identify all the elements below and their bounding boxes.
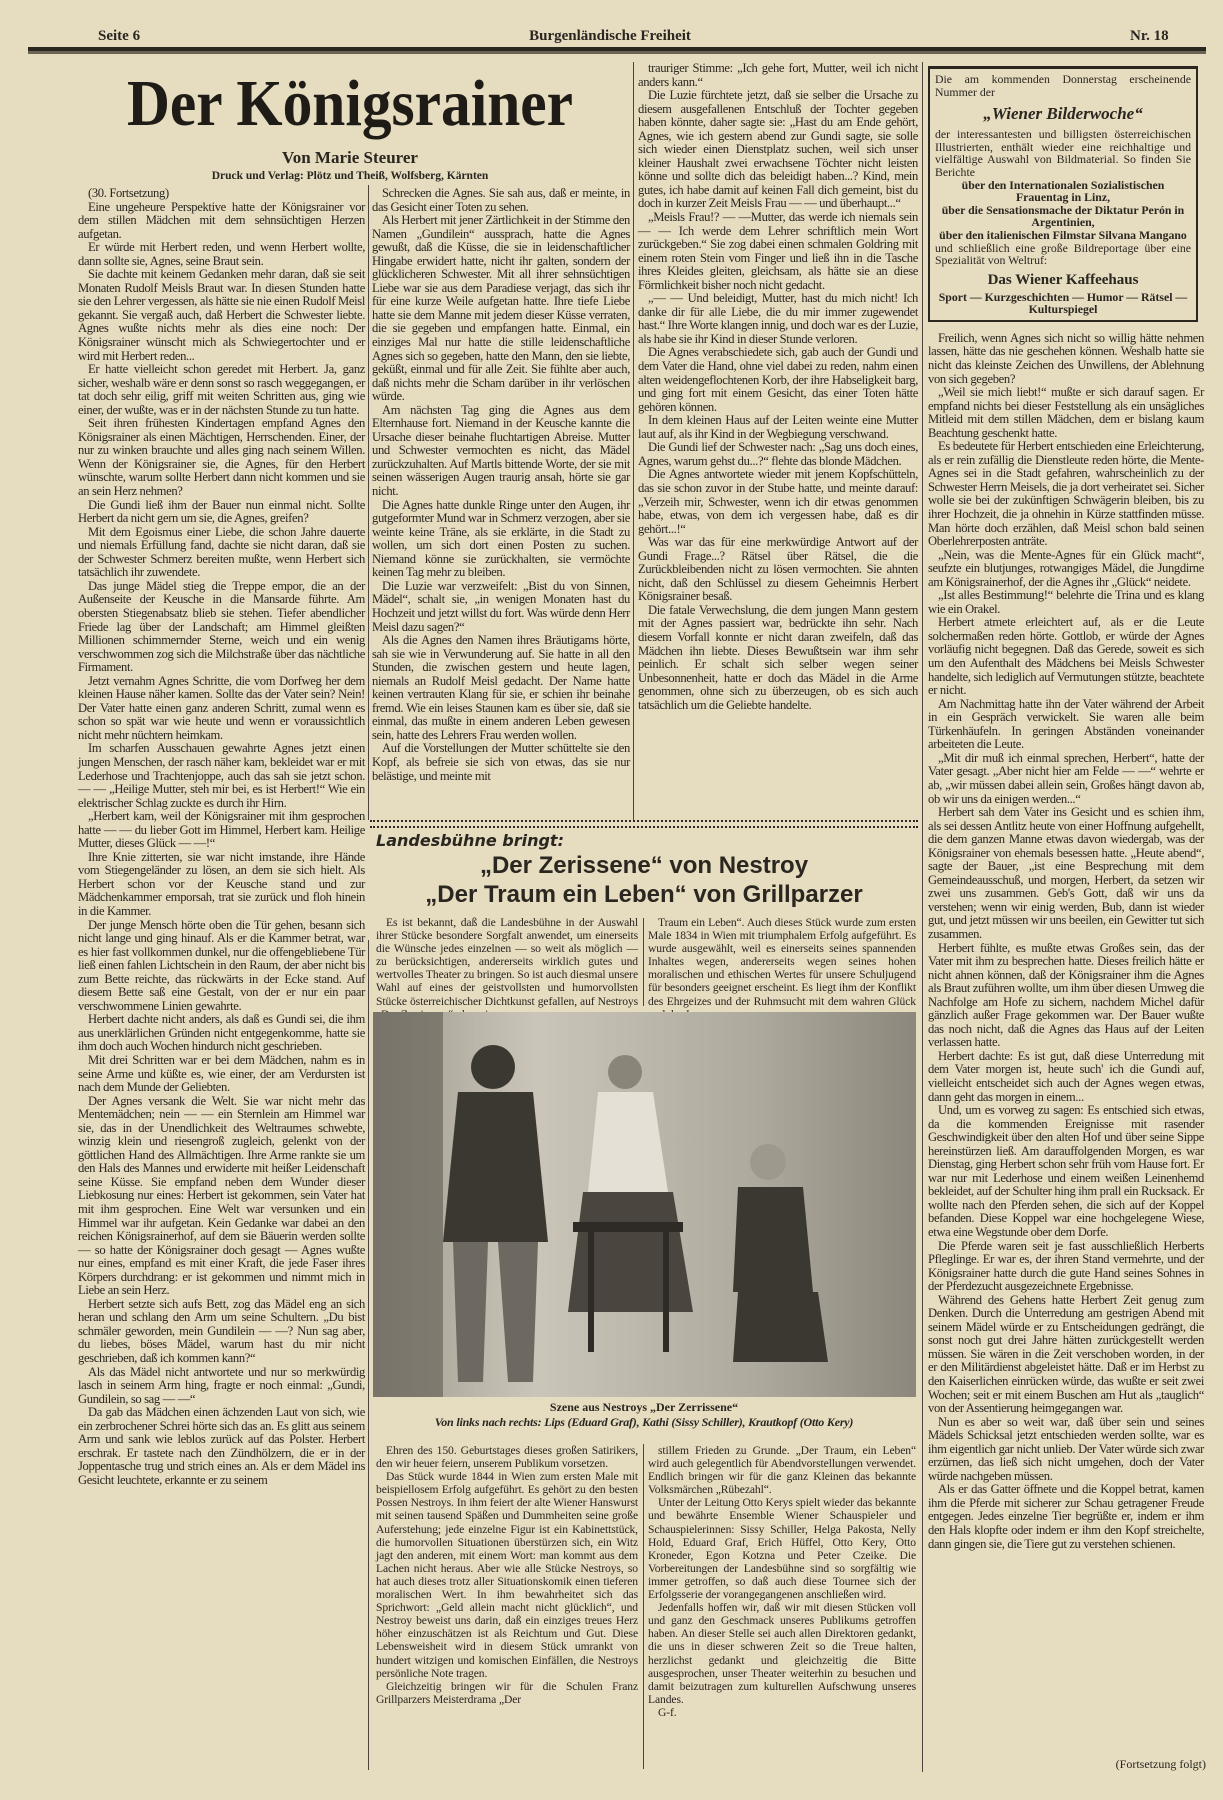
paragraph: Die Agnes hatte dunkle Ringe unter den Augen, ihr gutgeformter Mund war in Schmerz verzogen, aber sie weinte keine Träne, als sie erklärte, in die Stadt zu wollen, um sich dort einen Posten zu suchen. Niemand könne sie zurückhalten, sie vermöchte keinen Tag mehr zu bleiben. — [372, 497, 630, 580]
paragraph: „Meisls Frau!? — —Mutter, das werde ich niemals sein — — Ich werde dem Lehrer schriftlich mein Wort zurückgeben.“ Sie zog dabei einen schmalen Goldring mit einem roten Stein vom Finger und ließ ihn in die Tasche ihres Kleides gleiten, gleichsam, als hätte sie an diese Förmlichkeit bisher noch nicht gedacht. — [638, 210, 918, 292]
column-divider — [368, 940, 369, 1770]
paragraph: Das Stück wurde 1844 in Wien zum ersten Male mit beispiellosem Erfolg aufgeführt. Es gehört zu den besten Possen Nestroys. In ihm feiert der alte Wiener Hanswurst mit seinen tausend Späßen und Dummheiten seine große Auferstehung; jede einzelne Figur ist ein Kabinettstück, die humorvollen Situationen überstürzen sich, ein Witz jagt den anderen, mit einem Wort: man kommt aus dem Lachen nicht heraus. Aber wie alle Stücke Nestroys, so hat auch dieses trotz aller Situationskomik einen tieferen moralischen Wert. In ihm bewahrheitet sich das Sprichwort: „Geld allein macht nicht glücklich“, und Nestroy beweist uns darin, daß ein einziges treues Herz höher einzuschätzen ist als Reichtum und Gut. Diese Lebensweisheit wird in diesem Stück umrankt von hundert witzigen und komischen Einfällen, die Nestroys persönliche Note tragen. — [376, 1470, 638, 1680]
paragraph: Nun es aber so weit war, daß über sein und seines Mädels Schicksal jetzt entschieden werden sollte, war es ihm eigentlich gar nicht unlieb. Der Vater würde sich zwar erzürnen, das ließ sich nicht umgehen, doch der Vater würde nachgeben müssen. — [928, 1414, 1204, 1483]
paragraph: „Herbert kam, weil der Königsrainer mit ihm gesprochen hatte — — du lieber Gott im Himmel, Herbert kam. Heilige Mutter, dieses Glück — —!“ — [78, 809, 365, 851]
novel-column-2 — [372, 187, 630, 817]
paragraph: Herbert atmete erleichtert auf, als er die Leute solchermaßen reden hörte. Gottlob, er würde der Agnes vorläufig nicht begegnen. Daß das Gerede, soweit es sich um den Aufenthalt des Mädchens bei Meisls Schwester handelte, sich lediglich auf Vermutungen stützte, beachtete er nicht. — [928, 615, 1204, 698]
paragraph: In dem kleinen Haus auf der Leiten weinte eine Mutter laut auf, als ihr Kind in der Wegbiegung verschwand. — [638, 413, 918, 441]
photo-caption-title: Szene aus Nestroys „Der Zerrissene“ — [549, 1400, 739, 1414]
paragraph: Freilich, wenn Agnes sich nicht so willig hätte nehmen lassen, hätte das nie geschehen können. Weshalb hatte sie nicht das kleinste Zeichen des Unwillens, der Ablehnung von sich gegeben? — [928, 330, 1204, 386]
paragraph: Die fatale Verwechslung, die dem jungen Mann gestern mit der Agnes passiert war, bedrückte ihn sehr. Nach diesem Vorfall konnte er nicht daran zweifeln, daß das Mädchen ihn liebte. Dieses Bewußtsein war ihm sehr peinlich. Er schalt sich selber wegen seiner Unbesonnenheit, hatte er doch das Mädel in die Arme genommen, ohne sich zu überzeugen, ob es sich auch tatsächlich um die Geliebte handelte. — [638, 602, 918, 712]
column-divider — [368, 185, 369, 820]
paragraph: Herbert dachte nicht anders, als daß es Gundi sei, die ihm aus unerklärlichen Gründen nicht entgegenkomme, hatte sie ihm doch auch Wochen hindurch nicht geschrieben. — [78, 1012, 365, 1054]
headline-nestroy: „Der Zerissene“ von Nestroy — [479, 852, 809, 879]
novel-column-4 — [928, 332, 1204, 1752]
ad-body: der interessantesten und billigsten österreichischen Illustrierten, enthält wieder eine reichhaltige und vielfältige Auswahl von Bildmaterial. So finden Sie Berichte — [935, 127, 1191, 179]
ad-item: über den italienischen Filmstar Silvana Mangano — [939, 227, 1187, 242]
paragraph: Schrecken die Agnes. Sie sah aus, daß er meinte, in das Gesicht einer Toten zu sehen. — [372, 186, 630, 214]
paragraph: Die Pferde waren seit je fast ausschließlich Herberts Pfleglinge. Er war es, der ihren Stand vermehrte, und der Königsrainer hatte durch die gute Hand seines Sohnes in der Pferdezucht ausgezeichnete Ergebnisse. — [928, 1238, 1204, 1294]
paragraph: Herbert dachte: Es ist gut, daß diese Unterredung mit dem Vater morgen ist, heute such' ich die Gundi auf, vielleicht entscheidet sich auch der Agnes wegen etwas, dann geht das morgen in einem... — [928, 1048, 1204, 1104]
paragraph: trauriger Stimme: „Ich gehe fort, Mutter, weil ich nicht anders kann.“ — [638, 61, 918, 89]
advertisement-box — [928, 66, 1198, 322]
photo-illustration — [373, 1012, 916, 1397]
paragraph: Am nächsten Tag ging die Agnes aus dem Elternhause fort. Niemand in der Keusche kannte die Ursache dieser beinahe fluchtartigen Abreise. Mutter und Schwester vermochten es nicht, das Mädel zurückzuhalten. Auf Martls bittende Worte, der sie mit seinen wässerigen Augen traurig ansah, hörte sie gar nicht. — [372, 402, 630, 499]
paragraph: Die Agnes antwortete wieder mit jenem Kopfschütteln, das sie schon zuvor in der Stube hatte, und meinte darauf: „Verzeih mir, Schwester, wenn ich dir etwas genommen habe, etwas, von dem ich vergessen habe, daß es dir gehört...!“ — [638, 467, 918, 536]
paragraph: „Ist alles Bestimmung!“ belehrte die Trina und es klang wie ein Orakel. — [928, 588, 1204, 616]
paragraph: „Weil sie mich liebt!“ mußte er sich darauf sagen. Er empfand nichts bei dieser Feststellung als ein unsägliches Mitleid mit dem stillen Mädchen, dem er bislang kaum Beachtung geschenkt hatte. — [928, 385, 1204, 440]
paragraph: Während des Gehens hatte Herbert Zeit genug zum Denken. Durch die Unterredung am gestrigen Abend mit seinem Mädel würde er zu Entscheidungen gedrängt, die sonst noch gut drei Jahre hätten zurückgestellt werden müssen. Sie wären in die Zeit verschoben worden, in der er den Militärdienst abgeleistet hätte. Daß er im Herbst zu den Kaiserlichen einrücken würde, das wußte er seit zwei Wochen; seit er mit einem Buschen am Hut als „tauglich“ von der Assentierung heimgegangen war. — [928, 1292, 1204, 1416]
ad-outro: und schließlich eine große Bildreportage über eine Spezialität von Weltruf: — [935, 240, 1191, 268]
paragraph: Gleichzeitig bringen wir für die Schulen Franz Grillparzers Meisterdrama „Der — [376, 1679, 638, 1706]
paragraph: Ihre Knie zitterten, sie war nicht imstande, ihre Hände vom Stiegengeländer zu lösen, an dem sie sich hielt. Als Herbert schon vor der Keusche stand und zur Mädchenkammer emporsah, trat sie zurück und floh hinein in die Kammer. — [78, 849, 365, 918]
article-divider — [370, 820, 918, 828]
header-rule — [28, 47, 1206, 51]
photo-caption: Von links nach rechts: Lips (Eduard Graf), Kathi (Sissy Schiller), Krautkopf (Otto Kery) — [434, 1415, 854, 1429]
paragraph: Der junge Mensch hörte oben die Tür gehen, besann sich nicht lange und ging hinauf. Als er die Kammer betrat, war es hier fast vollkommen dunkel, nur die offengebliebene Tür ließ einen fahlen Lichtschein in den Raum, der aber nicht bis zum Bette reichte, das rückwärts in der Ecke stand. Auf diesem Bette saß eine Gestalt, von der er nur ein paar verschwommene Linien gewahrte. — [78, 917, 365, 1013]
paragraph: Er hatte vielleicht schon geredet mit Herbert. Ja, ganz sicher, weshalb wäre er denn sonst so rasch weggegangen, er tat doch sehr eilig, griff mit weiten Schritten aus, ging wie einer, der wußte, was er in der nächsten Stunde zu tun hatte. — [78, 362, 365, 417]
article-column-upper-left — [376, 916, 638, 1008]
paragraph: Ehren des 150. Geburtstages dieses großen Satirikers, den wir heuer feiern, unserem Publikum vorsetzen. — [376, 1444, 638, 1471]
paragraph: Als er das Gatter öffnete und die Koppel betrat, kamen ihm die Pferde mit sicherer zur Schau getragener Freude entgegen. Jedes einzelne Tier begrüßte er, indem er ihm den Hals klopfte oder indem er ihm den Kopf streichelte, dann gingen sie, die Tiere gut zu verstehen schienen. — [928, 1482, 1204, 1551]
paragraph: „Mit dir muß ich einmal sprechen, Herbert“, hatte der Vater gesagt. „Aber nicht hier am Felde — —“ wehrte er ab, „wir müssen dabei allein sein, Großes hängt davon ab, ob wir uns da einigen werden...“ — [928, 750, 1204, 806]
page-number: Seite 6 — [98, 28, 141, 44]
column-divider — [922, 62, 923, 1772]
ad-intro: Die am kommenden Donnerstag erscheinende Nummer der — [935, 72, 1191, 99]
paragraph: Er würde mit Herbert reden, und wenn Herbert wollte, dann sollte sie, Agnes, seine Braut sein. — [78, 240, 365, 268]
paragraph: Der Agnes versank die Welt. Sie war nicht mehr das Mentemädchen; nein — — ein Sternlein am Himmel war sie, das in der Unendlichkeit des Weltraumes schwebte, winzig klein und riesengroß zugleich, gelenkt von der göttlichen Hand des Allmächtigen. Ihre Arme rankte sie um den Hals des Mannes und erwiderte mit heißer Leidenschaft seine Küsse. Sie empfand neben dem Wunder dieser Liebkosung nur eines: Herbert ist gekommen, sein Vater hat mit ihm gesprochen. Eine Welt war versunken und ein Himmel war ihr aufgetan. Kein Gedanke war dabei an den reichen Königsrainerhof, auf dem sie Bäuerin werden sollte — so hatte der Königsrainer doch gesagt — Agnes wußte nur eines, empfand es mit einer Kraft, die jede Faser ihres Körpers durchdrang: er ist gekommen und nimmt mich in Liebe an sein Herz. — [78, 1093, 365, 1298]
paragraph: Die Gundi lief der Schwester nach: „Sag uns doch eines, Agnes, warum gehst du...?“ flehte das blonde Mädchen. — [638, 440, 918, 468]
paragraph: G-f. — [658, 1705, 677, 1719]
paragraph: stillem Frieden zu Grunde. „Der Traum, ein Leben“ wird auch gelegentlich für Abendvorstellungen verwendet. Endlich bringen wir für die ganz Kleinen das bekannte Volksmärchen „Rübezahl“. — [648, 1444, 916, 1497]
ad-title: „Wiener Bilderwoche“ — [983, 104, 1143, 124]
paragraph: Mit dem Egoismus einer Liebe, die schon Jahre dauerte und niemals Erfüllung fand, dachte sie nicht daran, daß sie der Schwester Schmerz bereiten mußte, wenn Herbert sich tatsächlich ihr zuwendete. — [78, 524, 365, 580]
paragraph: Die Agnes verabschiedete sich, gab auch der Gundi und dem Vater die Hand, ohne viel dabei zu reden, nahm einen alten weidengeflochtenen Korb, der ihre Habseligkeit barg, und ging fort mit einem Gesicht, das einer Toten hätte gehören können. — [638, 345, 918, 414]
ad-item: über den Internationalen Sozialistischen Frauentag in Linz, — [961, 177, 1165, 205]
right-column-stack — [928, 66, 1206, 1772]
paragraph: Sie dachte mit keinem Gedanken mehr daran, daß sie seit Monaten Rudolf Meisls Braut war. In diesen Stunden hatte sie den Lehrer vergessen, als hätte sie nie einen Rudolf Meisl gekannt. Sie vergaß auch, daß Herbert die Schwester liebte. Agnes wußte nichts mehr als dies eine noch: Der Königsrainer wünscht mich als Schwiegertochter und er wird mit Herbert reden... — [78, 267, 365, 363]
paragraph: Da gab das Mädchen einen ächzenden Laut von sich, wie ein zerbrochener Schrei hörte sich das an. Es glitt aus seinem Arm und sank wie leblos zurück auf das Polster. Herbert erschrak. Er tastete nach den Zündhölzern, die er in der Joppentasche trug und strich eines an. Als er dem Mädel ins Gesicht leuchtete, erkannte er zu seinem — [78, 1405, 365, 1487]
paragraph: Es bedeutete für Herbert entschieden eine Erleichterung, als er rein zufällig die Dienstleute reden hörte, die Mente-Agnes sei in die Stadt gefahren, wahrscheinlich zu der Schwester Herrn Meisels, die ja dort verheiratet sei. Sicher wolle sie bei der zukünftigen Schwägerin bleiben, bis zu ihrer Hochzeit, die ja ohnehin in Kürze stattfinden müsse. Man hörte doch erzählen, daß Meisl schon bald seinen Oberlehrerposten anträte. — [928, 439, 1204, 549]
paragraph: Am Nachmittag hatte ihn der Vater während der Arbeit in ein Gespräch verwickelt. Sie waren alle beim Türkenhäufeln. In geringen Abständen voneinander arbeiteten die Leute. — [928, 696, 1204, 752]
paragraph: Die Luzie war verzweifelt: „Bist du von Sinnen, Mädel“, schalt sie, „in wenigen Monaten hast du Hochzeit und jetzt willst du fort. Was würde denn Herr Meisl dazu sagen?“ — [372, 578, 630, 634]
ad-sections: Sport — Kurzgeschichten — Humor — Rätsel — Kulturspiegel — [938, 289, 1188, 317]
paragraph: Traum ein Leben“. Auch dieses Stück wurde zum ersten Male 1834 in Wien mit triumphalem Erfolg aufgeführt. Es wurde ausgewählt, weil es einerseits seines spannenden Inhaltes wegen, andererseits wegen seines hohen moralischen und ethischen Wertes für unsere Schuljugend für besonders geeignet erscheint. Es liegt ihm der Konflikt des Ehrgeizes und der Ruhmsucht mit dem wahren Glück — [648, 916, 916, 1008]
paragraph: „Nein, was die Mente-Agnes für ein Glück macht“, seufzte ein blutjunges, rotwangiges Mädel, die Jungdirne am Königsrainerhof, der die Agnes ihr „Glück“ neidete. — [928, 547, 1204, 589]
paragraph: Auf die Vorstellungen der Mutter schüttelte sie den Kopf, als befreie sie sich von etwas, das sie nur belästige, und meinte mit — [372, 741, 630, 783]
ad-feature: Das Wiener Kaffeehaus — [987, 271, 1139, 288]
novel-column-1 — [78, 187, 365, 1772]
issue-number: Nr. 18 — [1130, 28, 1169, 44]
paragraph: Mit drei Schritten war er bei dem Mädchen, nahm es in seine Arme und küßte es, wie einer, der am Verdursten ist nach dem Munde der Geliebten. — [78, 1053, 365, 1095]
paragraph: Was war das für eine merkwürdige Antwort auf der Gundi Frage...? Rätsel über Rätsel, die die Zurückbleibenden nicht zu lösen vermochten. Sie ahnten nicht, daß den Schlüssel zu diesem Geheimnis Herbert Königsrainer besaß. — [638, 535, 918, 604]
continued-note: (Fortsetzung folgt) — [1115, 1757, 1206, 1771]
column-divider — [643, 1444, 644, 1769]
article-column-upper-right — [648, 916, 916, 1008]
paragraph: Das junge Mädel stieg die Treppe empor, die an der Außenseite der Keusche in die Mansarde führte. Am obersten Stiegenabsatz blieb sie stehen. Tiefer abendlicher Friede lag über der Landschaft; am Himmel gleißten Millionen schimmernder Sterne, weich und ein wenig verschwommen zog sich die Milchstraße über das nächtliche Firmament. — [78, 578, 365, 675]
paragraph: Jedenfalls hoffen wir, daß wir mit diesen Stücken voll und ganz den Geschmack unseres Publikums getroffen haben. An dieser Stelle sei auch allen Direktoren gedankt, die uns in dieser schweren Zeit so die Treue halten, herzlichst gedankt und gleichzeitig die Bitte ausgesprochen, unser Theater weiterhin zu besuchen und damit beizutragen zum kulturellen Aufschwung unseres Landes. — [648, 1601, 916, 1706]
paragraph: Als die Agnes den Namen ihres Bräutigams hörte, sah sie wie in Verwunderung auf. Sie hatte in all den Stunden, die zwischen gestern und heute lagen, niemals an Rudolf Meisl gedacht. Der Name hatte keinen vertrauten Klang für sie, er schien ihr beinahe fremd. Wie ein leises Staunen kam es über sie, daß sie einmal, das mußte in einem anderen Leben gewesen sein, hatte des Lehrers Frau werden wollen. — [372, 633, 630, 742]
novel-byline: Von Marie Steurer — [282, 148, 418, 167]
column-divider — [633, 62, 634, 820]
novel-column-3 — [638, 62, 918, 817]
paragraph: Die Luzie fürchtete jetzt, daß sie selber die Ursache zu diesem ausgefallenen Entschluß der Tochter gegeben haben könnte, daher sagte sie: „Hast du am Ende gehört, Agnes, wie ich gestern abend zur Gundi sagte, sie solle sich wieder einen Dienstplatz suchen, weil sich unser kleiner Haushalt zwei erwachsene Töchter nicht leisten könne und sollte dich das beleidigt haben...? Kind, mein gutes, ich habe damit auf keinen Fall dich gemeint, bist du doch in kurzer Zeit Meisls Frau — — und überhaupt...“ — [638, 88, 918, 211]
paragraph: Jetzt vernahm Agnes Schritte, die vom Dorfweg her dem kleinen Hause näher kamen. Sollte das der Vater sein? Nein! Der Vater hatte einen ganz anderen Schritt, zumal wenn es schon so spät war wie heute und wenn er voraussichtlich nicht mehr nüchtern heimkam. — [78, 673, 365, 742]
paragraph: Herbert fühlte, es mußte etwas Großes sein, das der Vater mit ihm zu besprechen hatte. Dieses freilich hätte er nicht ahnen können, daß der Königsrainer ihm die Agnes als Braut zuführen wollte, um ihm über diesen Umweg die Nachfolge am Hofe zu sichern, nachdem Michel dafür gänzlich außer Frage gekommen war. Der Bauer wußte das noch nicht, daß die Agnes das Haus auf der Leiten verlassen hatte. — [928, 940, 1204, 1050]
article-column-lower-left — [376, 1444, 638, 1770]
paragraph: Im scharfen Ausschauen gewahrte Agnes jetzt einen jungen Menschen, der rasch näher kam, bekleidet war er mit Lederhose und Trachtenjoppe, auch das sah sie jetzt schon. — — „Heilige Mutter, steh mir bei, es ist Herbert!“ Wie ein elektrischer Schlag zuckte es durch ihr Hirn. — [78, 741, 365, 810]
article-column-lower-right — [648, 1444, 916, 1770]
ad-item: über die Sensationsmache der Diktatur Perón in Argentinien, — [941, 202, 1185, 230]
headline-grillparzer: „Der Traum ein Leben“ von Grillparzer — [425, 881, 863, 908]
column-divider — [643, 918, 644, 1006]
theater-scene-photo — [373, 1012, 916, 1397]
paragraph: „— — Und beleidigt, Mutter, hast du mich nicht! Ich danke dir für alle Liebe, die du mir immer zugewendet hast.“ Ihre Worte klangen innig, und doch war es der Luzie, als habe sie ihr Kind in dieser Stunde verloren. — [638, 291, 918, 346]
newspaper-name: Burgenländische Freiheit — [529, 28, 691, 44]
paragraph: Eine ungeheure Perspektive hatte der Königsrainer vor dem stillen Mädchen mit dem sehnsüchtigen Herzen aufgetan. — [78, 199, 365, 241]
paragraph: Die Gundi ließ ihm der Bauer nun einmal nicht. Sollte Herbert da nicht gern um sie, die Agnes, greifen? — [78, 497, 365, 526]
novel-title: Der Königsrainer — [126, 67, 574, 140]
paragraph: Es ist bekannt, daß die Landesbühne in der Auswahl ihrer Stücke besondere Sorgfalt anwendet, um einerseits die Wünsche jedes einzelnen — so weit als möglich — zu berücksichtigen, andererseits wirklich gutes und wertvolles Theater zu bringen. So ist auch diesmal unsere Wahl auf eines der geistvollsten und humorvollsten Stücke österreichischer Dichtkunst gefallen, auf Nestroys — [376, 916, 638, 1008]
paragraph: Als das Mädel nicht antwortete und nur so merkwürdig lasch in seinem Arm hing, fragte er noch einmal: „Gundi, Gundilein, so sag — —“ — [78, 1364, 365, 1406]
paragraph: Seit ihren frühesten Kindertagen empfand Agnes den Königsrainer als einen Mächtigen, Herrschenden. Einer, der nur zu winken brauchte und alles ging nach seinem Willen. Wenn der Königsrainer sie, die Agnes, für den Herbert wünschte, warum sollte Herbert dann nicht kommen und sie an sein Herz nehmen? — [78, 416, 365, 499]
paragraph: Unter der Leitung Otto Kerys spielt wieder das bekannte und bewährte Ensemble Wiener Schauspieler und Schauspielerinnen: Sissy Schiller, Helga Pakosta, Nelly Hold, Eduard Graf, Erich Hüffel, Otto Kery, Otto Kroneder, Egon Kotzna und Peter Czeike. Die Vorbereitungen der Landesbühne sind so sorgfältig wie immer getroffen, so daß auch diese Tournee sich der Erfolgsserie der vorangegangenen anschließen wird. — [648, 1496, 916, 1602]
paragraph: Herbert setzte sich aufs Bett, zog das Mädel eng an sich heran und schlang den Arm um seine Schultern. „Du bist schmäler geworden, mein Gundilein — —? Nun sag aber, du liebes, böses Mädel, warum hast du mir nicht geschrieben, daß ich kommen kann?“ — [78, 1296, 365, 1366]
paragraph: Als Herbert mit jener Zärtlichkeit in der Stimme den Namen „Gundilein“ aussprach, hatte die Agnes gewußt, daß die Küsse, die sie in leidenschaftlicher Hingabe erwidert hatte, nicht ihr galten, sondern der glücklicheren Schwester. Mit all ihrer sehnsüchtigen Liebe war sie aus dem Paradiese verjagt, das sich ihr für eine kurze Weile aufgetan hatte. Ihre tiefe Liebe hatte sie dem Manne mit jedem dieser Küsse verraten, die sie gegeben und empfangen hatte. Einmal, ein einziges Mal nur hatte die stille leidenschaftliche Agnes sich so gegeben, hatte den Mann, den sie liebte, geküßt, einmal und für alle Zeit. Sie fühlte aber auch, daß nichts mehr die Scham darüber in ihr verlöschen würde. — [372, 213, 630, 404]
paragraph: (30. Fortsetzung) — [88, 186, 169, 200]
novel-publisher: Druck und Verlag: Plötz und Theiß, Wolfsberg, Kärnten — [211, 170, 489, 182]
paragraph: Herbert sah dem Vater ins Gesicht und es schien ihm, als sei dessen Antlitz heute von einer Hoffnung aufgehellt, die dem ganzen Manne etwas davon wiedergab, was der Königsrainer von ehemals besessen hatte. „Heute abend“, sagte der Bauer, „ist eine Besprechung mit dem Gemeindeausschuß, und morgen, Herbert, da setzen wir zwei uns zusammen. Geb's Gott, daß wir uns da verstehen; wenn wir einig werden, Bub, dann ist wieder gut, und jetzt müssen wir uns beeilen, ein Gewitter tut sich zusammen. — [928, 805, 1204, 941]
article-kicker: Landesbühne bringt: — [376, 831, 564, 850]
paragraph: Und, um es vorweg zu sagen: Es entschied sich etwas, da die kommenden Ereignisse mit rasender Geschwindigkeit über den alten Hof und über seine Sippe hereinstürzen ließ. Am darauffolgenden Morgen, es war Dienstag, ging Herbert schon sehr früh vom Hause fort. Er war nur mit Lederhose und einem weißen Leinenhemd bekleidet, auf der Schulter hing ihm prall ein Rucksack. Er wollte nach den Pferden sehen, die sich auf der Koppel befanden. Diese Koppel war eine hochgelegene Wiese, etwa eine Wegstunde ober dem Dorfe. — [928, 1103, 1204, 1239]
